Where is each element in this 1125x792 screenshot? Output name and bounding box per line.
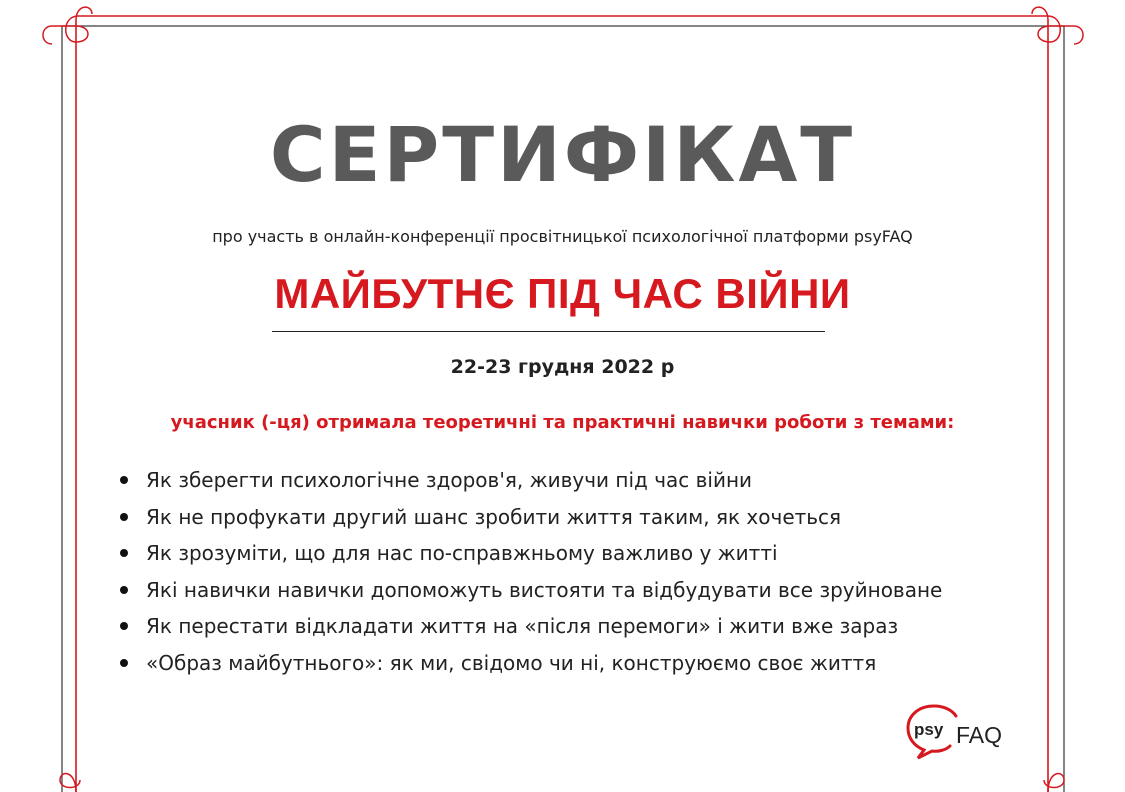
corner-curl-bottom-right <box>1044 774 1064 792</box>
certificate-title: СЕРТИФІКАТ <box>269 110 856 199</box>
topic-item <box>120 539 942 576</box>
topic-item <box>120 466 942 503</box>
psyfaq-logo <box>904 700 1024 760</box>
event-date: 22-23 грудня 2022 р <box>450 356 675 378</box>
topics-intro: учасник (-ця) отримала теоретичні та практичні навички роботи з темами: <box>170 412 955 433</box>
topic-text: Як зберегти психологічне здоров'я, живучи під час війни <box>146 468 753 492</box>
topic-text: Як зрозуміти, що для нас по-справжньому важливо у житті <box>146 541 778 566</box>
topic-text: Як перестати відкладати життя на «після перемоги» і жити вже зараз <box>146 614 899 639</box>
bullet-icon <box>120 513 128 521</box>
topic-text: Як не профукати другий шанс зробити життя таким, як хочеться <box>146 504 842 529</box>
bullet-icon <box>120 659 128 667</box>
logo-psy-text: psy <box>914 720 944 739</box>
corner-curl-top-left-vert <box>76 7 92 20</box>
corner-curl-top-left <box>43 16 88 44</box>
bullet-icon <box>120 586 128 594</box>
topic-item <box>120 503 942 540</box>
topics-list <box>120 466 942 686</box>
topic-item <box>120 576 942 613</box>
bullet-icon <box>120 476 128 484</box>
topic-item <box>120 649 942 686</box>
topic-text: Які навички навички допоможуть вистояти та відбудувати все зруйноване <box>146 577 943 602</box>
corner-curl-top-right <box>1038 16 1083 44</box>
certificate-subtitle: про участь в онлайн-конференції просвітницької психологічної платформи psyFAQ <box>212 227 913 246</box>
logo-faq-text: FAQ <box>956 722 1003 748</box>
bullet-icon <box>120 622 128 630</box>
corner-curl-bottom-left <box>60 774 80 792</box>
title-divider <box>272 331 825 332</box>
corner-curl-top-right-vert <box>1032 7 1048 20</box>
topic-text: «Образ майбутнього»: як ми, свідомо чи ні, конструюємо своє життя <box>146 650 877 675</box>
event-name: МАЙБУТНЄ ПІД ЧАС ВІЙНИ <box>274 270 851 317</box>
topic-item <box>120 612 942 649</box>
bullet-icon <box>120 549 128 557</box>
